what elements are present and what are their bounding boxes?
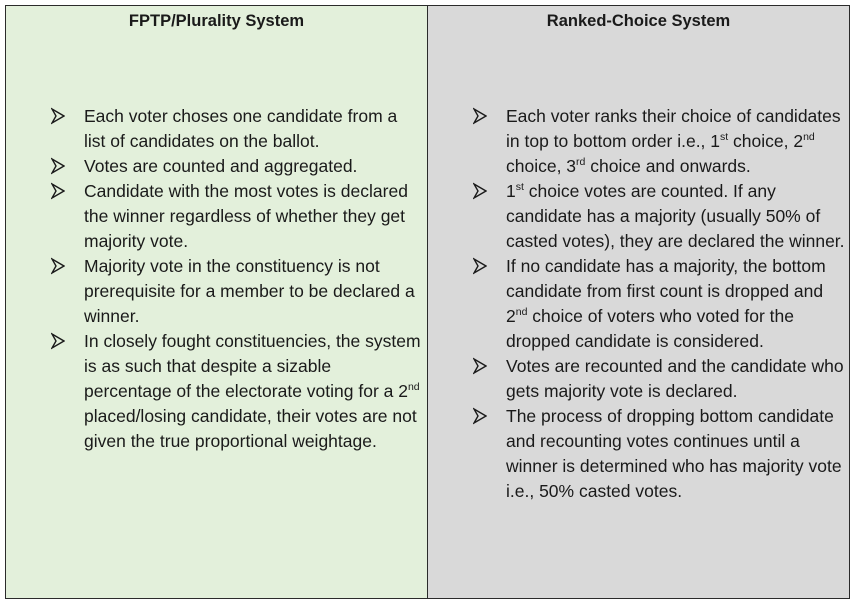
ordinal-suffix: nd	[803, 131, 815, 143]
list-item	[51, 254, 423, 329]
item-text: choice and onwards.	[585, 156, 751, 176]
item-text: Votes are counted and aggregated.	[84, 156, 358, 176]
ordinal-suffix: nd	[407, 381, 420, 393]
item-text: choice, 3	[506, 156, 577, 176]
column-header-fptp: FPTP/Plurality System	[128, 12, 305, 30]
list-item	[51, 179, 423, 254]
list-item	[51, 104, 423, 154]
item-text: Each voter ranks their choice of candidates in top to bottom order i.e., 1	[506, 106, 841, 151]
ordinal-suffix: rd	[576, 156, 586, 168]
arrowhead-bullet-icon	[51, 182, 65, 200]
comparison-table	[5, 5, 850, 599]
item-text: Candidate with the most votes is declared the winner regardless of whether they get majority vote.	[84, 181, 408, 251]
list-item	[473, 104, 845, 179]
arrowhead-bullet-icon	[473, 357, 487, 375]
arrowhead-bullet-icon	[51, 257, 65, 275]
item-text: 1	[506, 181, 516, 201]
item-text: Majority vote in the constituency is not prerequisite for a member to be declared a winner.	[84, 256, 415, 326]
ordinal-suffix: st	[515, 181, 524, 193]
item-text: Votes are recounted and the candidate who gets majority vote is declared.	[506, 356, 844, 401]
item-text: choice of voters who voted for the dropped candidate is considered.	[506, 306, 794, 351]
item-text: Each voter choses one candidate from a list of candidates on the ballot.	[84, 106, 398, 151]
arrowhead-bullet-icon	[473, 107, 487, 125]
item-text: The process of dropping bottom candidate and recounting votes continues until a winner is determined who has majority vote i.e., 50% casted votes.	[506, 406, 842, 501]
list-item	[51, 154, 423, 179]
bullet-list-ranked-choice	[473, 104, 845, 504]
list-item	[473, 254, 845, 354]
item-text: choice, 2	[728, 131, 804, 151]
column-header-ranked-choice: Ranked-Choice System	[546, 12, 731, 30]
item-text: choice votes are counted. If any candidate has a majority (usually 50% of casted votes), they are declared the winner.	[506, 181, 845, 251]
item-text: In closely fought constituencies, the system is as such that despite a sizable percentage of the electorate voting for a 2	[84, 331, 421, 401]
column-fptp	[6, 6, 428, 598]
list-item	[473, 354, 845, 404]
arrowhead-bullet-icon	[473, 257, 487, 275]
bullet-list-fptp	[51, 104, 423, 454]
item-text: placed/losing candidate, their votes are not given the true proportional weightage.	[84, 406, 417, 451]
arrowhead-bullet-icon	[473, 182, 487, 200]
item-text: If no candidate has a majority, the bottom candidate from first count is dropped and 2	[506, 256, 826, 326]
column-ranked-choice	[428, 6, 849, 598]
arrowhead-bullet-icon	[51, 107, 65, 125]
arrowhead-bullet-icon	[51, 157, 65, 175]
ordinal-suffix: st	[720, 131, 729, 143]
arrowhead-bullet-icon	[473, 407, 487, 425]
list-item	[473, 179, 845, 254]
ordinal-suffix: nd	[515, 306, 528, 318]
list-item	[51, 329, 423, 454]
arrowhead-bullet-icon	[51, 332, 65, 350]
list-item	[473, 404, 845, 504]
